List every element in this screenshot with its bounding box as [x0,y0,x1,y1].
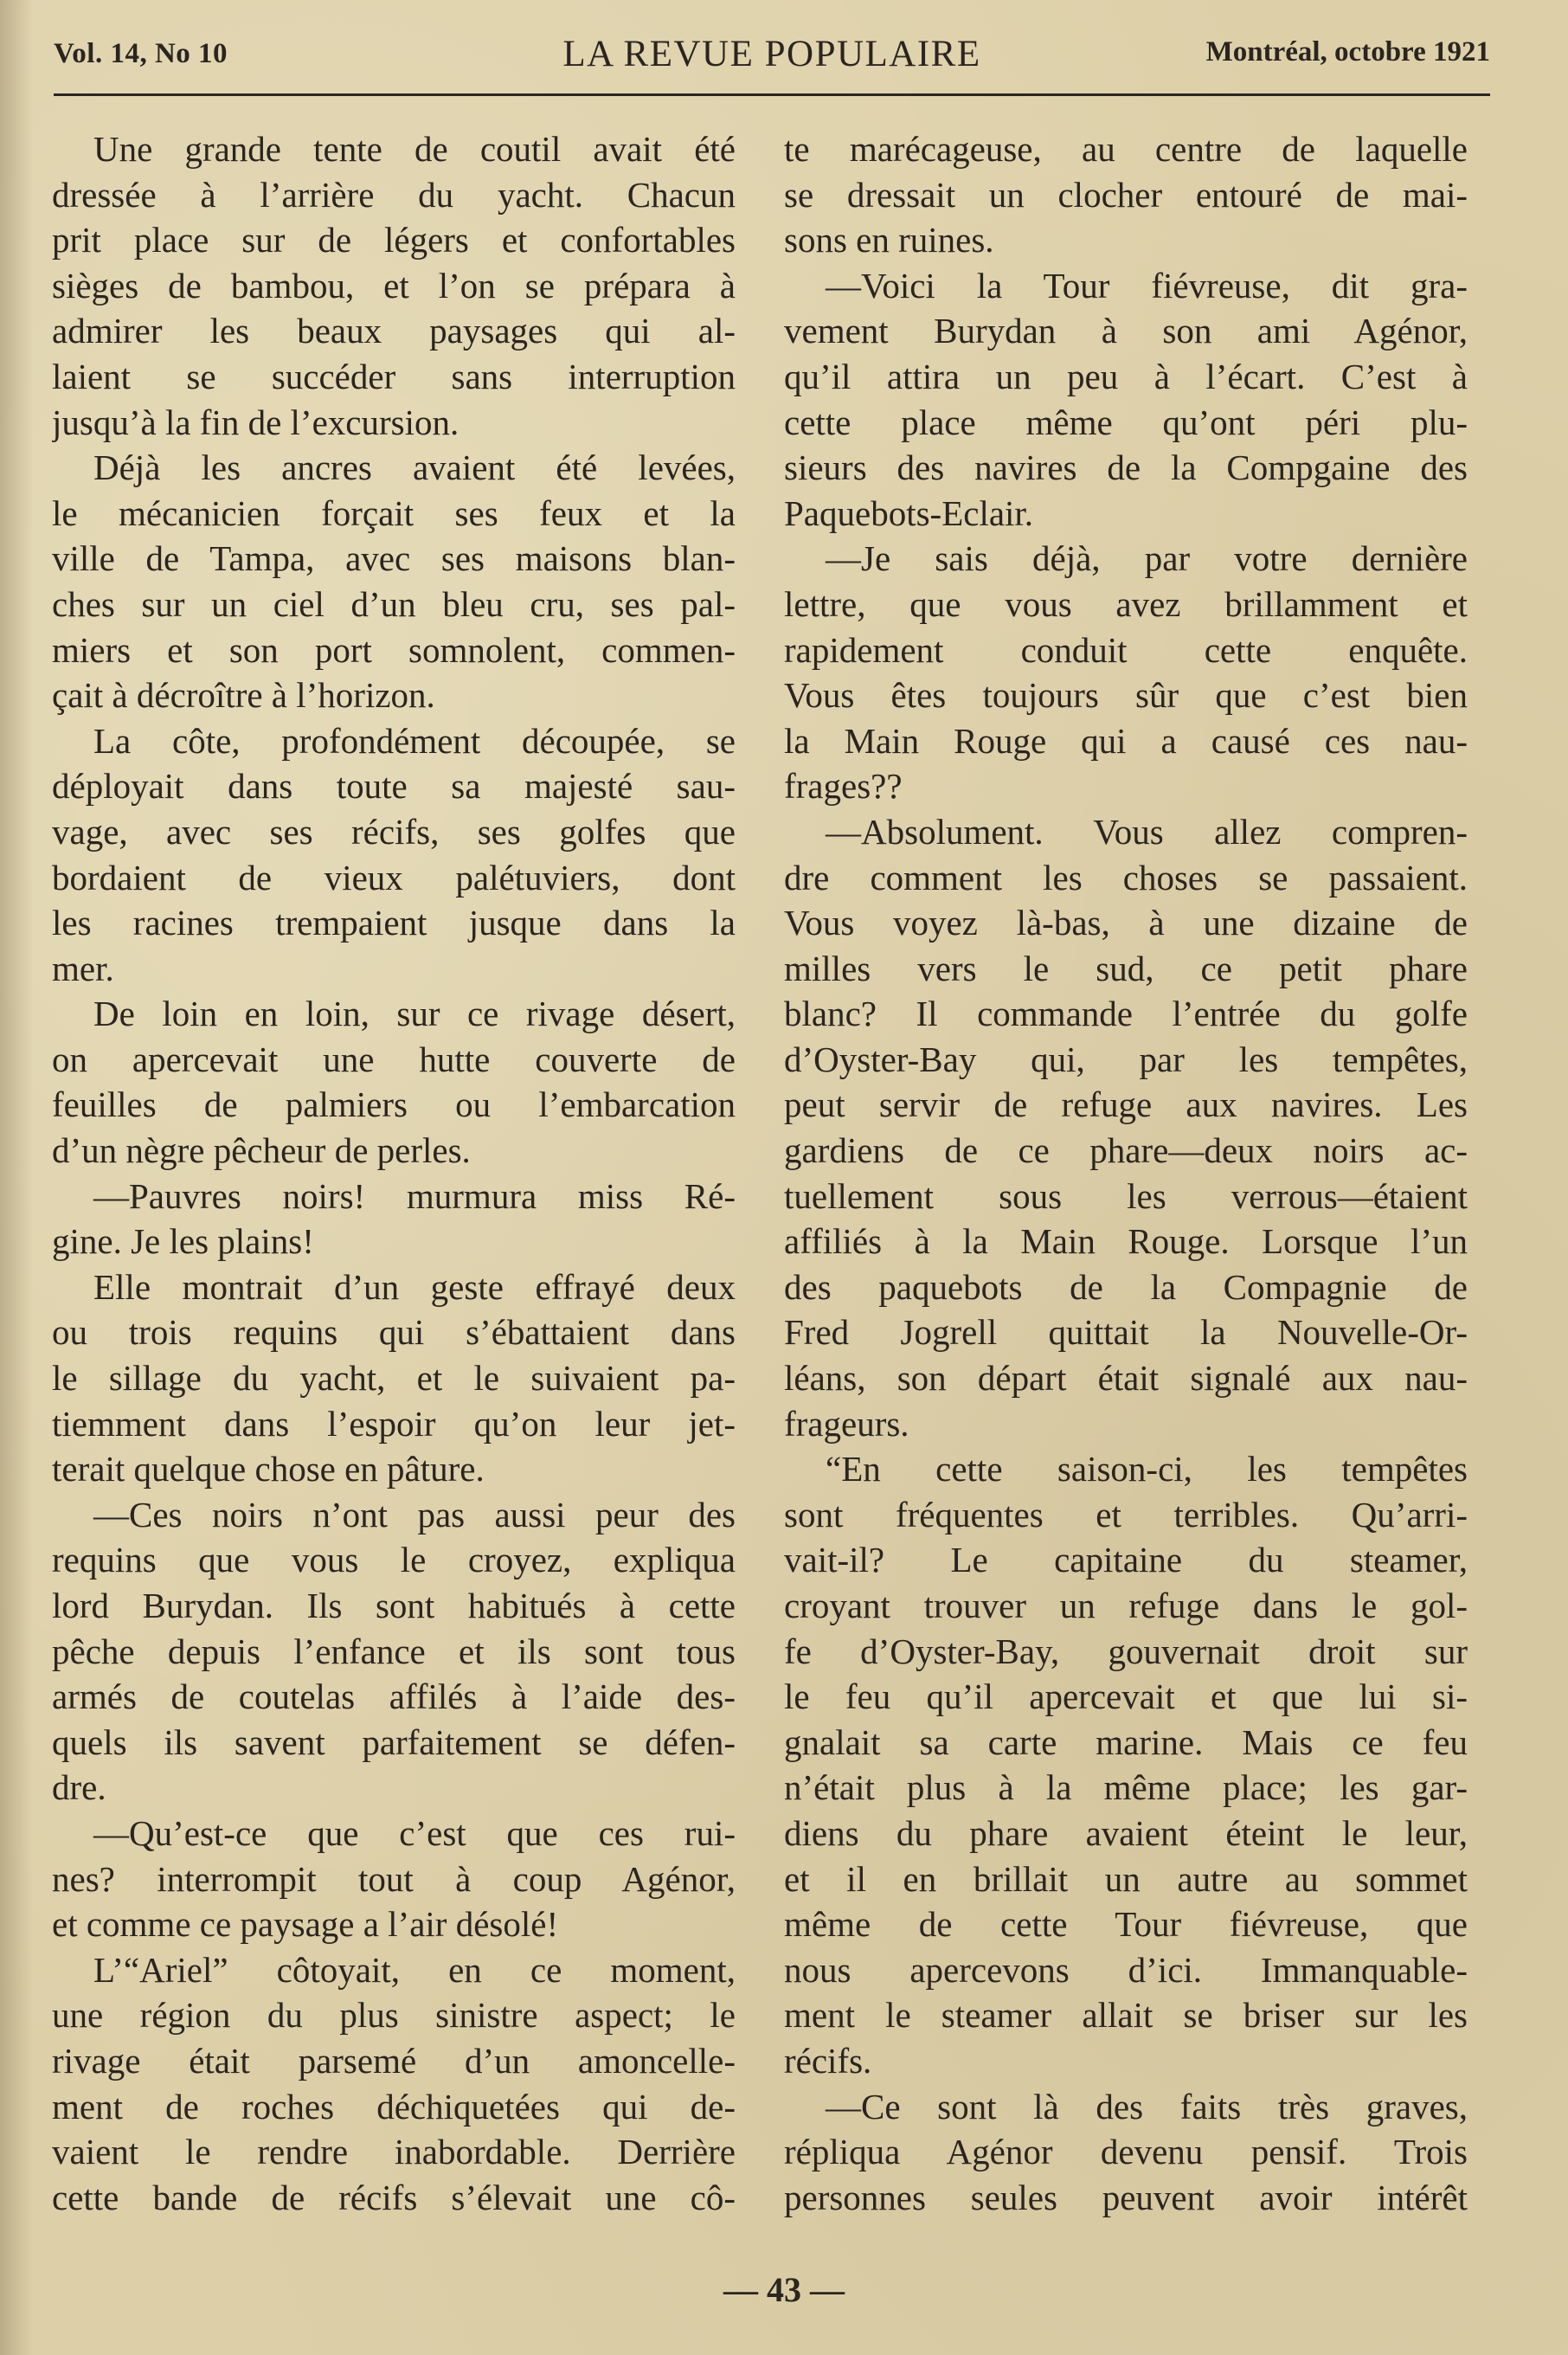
text-line: ville de Tampa, avec ses maisons blan- [52,538,736,579]
text-line: cette bande de récifs s’élevait une cô- [52,2177,736,2217]
text-line: la Main Rouge qui a causé ces nau- [784,720,1468,761]
text-line: ment le steamer allait se briser sur les [784,1995,1468,2036]
text-line: Une grande tente de coutil avait été [93,129,736,169]
text-line: terait quelque chose en pâture. [52,1449,485,1490]
text-line: Elle montrait d’un geste effrayé deux [93,1266,736,1307]
text-line: pêche depuis l’enfance et ils sont tous [52,1631,736,1671]
text-line: frages?? [784,766,903,807]
header-rule [54,93,1490,96]
text-line: quels ils savent parfaitement se défen- [52,1721,736,1762]
text-line: sieurs des navires de la Compgaine des [784,447,1468,488]
text-line: sièges de bambou, et l’on se prépara à [52,265,736,306]
text-line: —Ces noirs n’ont pas aussi peur des [93,1494,736,1535]
text-line: déployait dans toute sa majesté sau- [52,766,736,807]
text-line: De loin en loin, sur ce rivage désert, [93,994,736,1034]
text-line: La côte, profondément découpée, se [93,720,736,761]
text-line: d’un nègre pêcheur de perles. [52,1130,471,1171]
text-line: —Absolument. Vous allez compren- [826,811,1468,852]
text-line: nous apercevons d’ici. Immanquable- [784,1949,1468,1990]
text-line: —Ce sont là des faits très graves, [826,2086,1468,2127]
text-line: des paquebots de la Compagnie de [784,1266,1468,1307]
text-line: milles vers le sud, ce petit phare [784,948,1468,988]
text-line: prit place sur de légers et confortables [52,220,736,261]
text-line: armés de coutelas affilés à l’aide des- [52,1676,736,1717]
text-line: répliqua Agénor devenu pensif. Trois [784,2132,1468,2172]
page-header [54,28,1490,88]
text-line: vage, avec ses récifs, ses golfes que [52,811,736,852]
text-line: le sillage du yacht, et le suivaient pa- [52,1358,736,1399]
text-line: tuellement sous les verrous—étaient [784,1175,1468,1216]
volume-number: Vol. 14, No 10 [54,38,228,69]
text-line: Vous voyez là-bas, à une dizaine de [784,903,1468,943]
text-line: croyant trouver un refuge dans le gol- [784,1586,1468,1625]
text-line: Vous êtes toujours sûr que c’est bien [784,675,1468,716]
text-line: —Je sais déjà, par votre dernière [826,538,1468,579]
text-line: frageurs. [784,1403,909,1444]
text-line: gine. Je les plains! [52,1221,314,1262]
page-edge-shadow [0,0,33,2355]
text-line: —Voici la Tour fiévreuse, dit gra- [826,265,1468,306]
text-line: Fred Jogrell quittait la Nouvelle-Or- [784,1312,1468,1353]
text-line: jusqu’à la fin de l’excursion. [52,402,459,442]
text-line: Paquebots-Eclair. [784,492,1034,533]
text-line: lettre, que vous avez brillamment et [784,583,1468,624]
text-line: nes? interrompit tout à coup Agénor, [52,1858,736,1899]
page-number: — 43 — [723,2270,845,2309]
text-line: et comme ce paysage a l’air désolé! [52,1904,559,1945]
text-line: laient se succéder sans interruption [52,356,736,396]
text-line: vait-il? Le capitaine du steamer, [784,1540,1468,1580]
text-line: le mécanicien forçait ses feux et la [52,492,736,533]
text-line: diens du phare avaient éteint le leur, [784,1812,1468,1853]
text-line: dressée à l’arrière du yacht. Chacun [52,174,736,215]
text-line: sont fréquentes et terribles. Qu’arri- [784,1494,1468,1535]
text-line: peut servir de refuge aux navires. Les [784,1084,1468,1125]
text-line: —Qu’est-ce que c’est que ces rui- [93,1812,736,1853]
text-line: lord Burydan. Ils sont habitués à cette [52,1586,736,1625]
text-line: rivage était parsemé d’un amoncelle- [52,2040,736,2081]
text-line: çait à décroître à l’horizon. [52,675,435,716]
text-line: une région du plus sinistre aspect; le [52,1995,736,2036]
publication-title: LA REVUE POPULAIRE [562,34,981,74]
text-line: dre comment les choses se passaient. [784,857,1468,898]
text-line: admirer les beaux paysages qui al- [52,311,736,351]
text-line: —Pauvres noirs! murmura miss Ré- [93,1175,736,1216]
text-line: “En cette saison-ci, les tempêtes [826,1449,1468,1490]
text-line: cette place même qu’ont péri plu- [784,402,1468,442]
text-line: et il en brillait un autre au sommet [784,1858,1468,1899]
text-line: vement Burydan à son ami Agénor, [784,311,1468,351]
text-line: dre. [52,1767,106,1808]
text-line: L’“Ariel” côtoyait, en ce moment, [93,1949,736,1990]
text-line: requins que vous le croyez, expliqua [52,1540,736,1580]
text-line: même de cette Tour fiévreuse, que [784,1904,1468,1945]
text-line: on apercevait une hutte couverte de [52,1039,736,1079]
text-line: se dressait un clocher entouré de mai- [784,174,1468,215]
text-line: ment de roches déchiquetées qui de- [52,2086,736,2127]
place-and-date: Montréal, octobre 1921 [1205,36,1490,68]
text-line: récifs. [784,2040,872,2081]
text-line: tiemment dans l’espoir qu’on leur jet- [52,1403,736,1444]
text-line: ches sur un ciel d’un bleu cru, ses pal- [52,583,736,624]
text-line: Déjà les ancres avaient été levées, [93,447,736,488]
text-line: te marécageuse, au centre de laquelle [784,129,1468,169]
text-line: rapidement conduit cette enquête. [784,629,1468,670]
text-line: personnes seules peuvent avoir intérêt [784,2177,1468,2217]
text-line: mer. [52,948,114,988]
right-column [784,126,1468,2220]
text-line: les racines trempaient jusque dans la [52,903,736,943]
text-line: bordaient de vieux palétuviers, dont [52,857,736,898]
text-line: gardiens de ce phare—deux noirs ac- [784,1130,1468,1171]
text-line: blanc? Il commande l’entrée du golfe [784,994,1468,1034]
text-line: d’Oyster-Bay qui, par les tempêtes, [784,1039,1468,1079]
text-line: vaient le rendre inabordable. Derrière [52,2132,736,2172]
left-column [52,126,736,2220]
text-line: affiliés à la Main Rouge. Lorsque l’un [784,1221,1468,1262]
text-line: léans, son départ était signalé aux nau- [784,1358,1468,1399]
text-line: ou trois requins qui s’ébattaient dans [52,1312,736,1353]
text-line: feuilles de palmiers ou l’embarcation [52,1084,736,1125]
text-line: gnalait sa carte marine. Mais ce feu [784,1721,1468,1762]
text-line: fe d’Oyster-Bay, gouvernait droit sur [784,1631,1468,1671]
text-line: le feu qu’il apercevait et que lui si- [784,1676,1468,1717]
text-line: n’était plus à la même place; les gar- [784,1767,1468,1808]
text-line: qu’il attira un peu à l’écart. C’est à [784,356,1468,396]
text-line: sons en ruines. [784,220,994,261]
text-line: miers et son port somnolent, commen- [52,629,736,670]
